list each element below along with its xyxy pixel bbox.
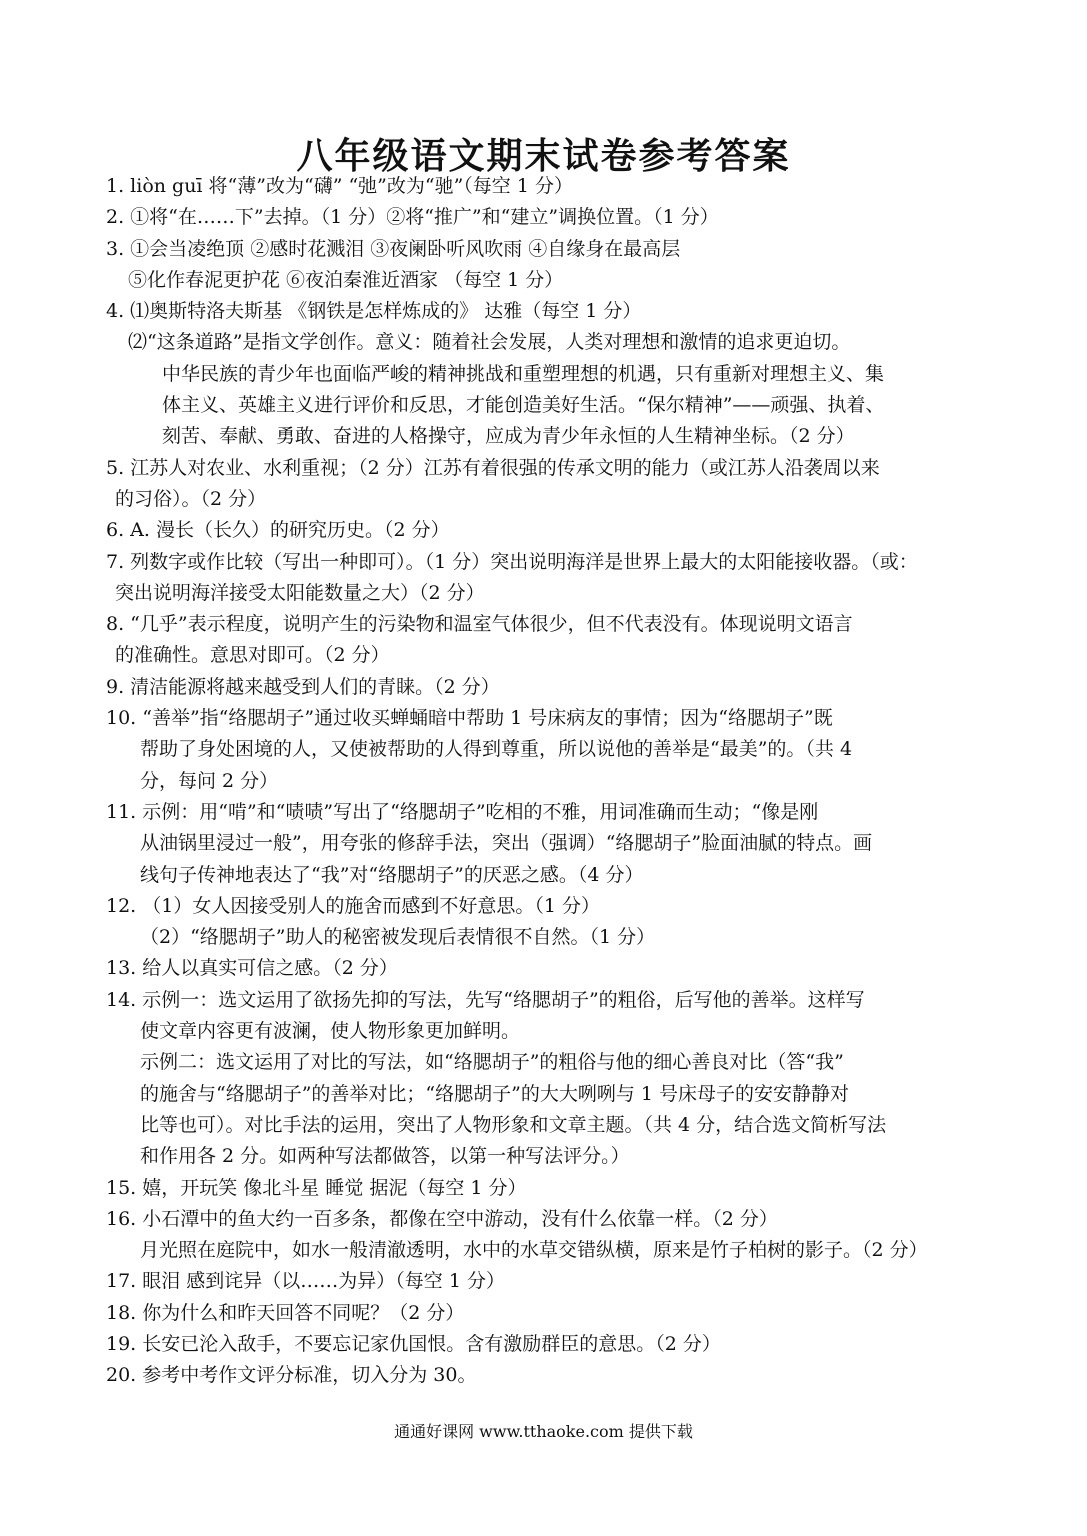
answer-line-7-cont: 突出说明海洋接受太阳能数量之大）（2 分） bbox=[115, 581, 485, 604]
download-footer: 通通好课网 www.tthaoke.com 提供下载 bbox=[394, 1422, 693, 1441]
answer-line-15: 15. 嬉，开玩笑 像北斗星 睡觉 据泥（每空 1 分） bbox=[106, 1176, 527, 1199]
answer-list bbox=[106, 171, 991, 1392]
answer-line-7: 7. 列数字或作比较（写出一种即可）。（1 分）突出说明海洋是世界上最大的太阳能接收器。（或： bbox=[106, 550, 918, 573]
answer-line-10-cont: 帮助了身处困境的人，又使被帮助的人得到尊重，所以说他的善举是“最美”的。（共 4 bbox=[140, 738, 853, 761]
answer-line-12-2: （2）“络腮胡子”助人的秘密被发现后表情很不自然。（1 分） bbox=[140, 926, 656, 949]
answer-line-8: 8. “几乎”表示程度，说明产生的污染物和温室气体很少，但不代表没有。体现说明文语言 bbox=[106, 613, 853, 636]
answer-line-14-cont: 使文章内容更有波澜，使人物形象更加鲜明。 bbox=[140, 1020, 521, 1043]
answer-line-8-cont: 的准确性。意思对即可。（2 分） bbox=[115, 644, 390, 667]
answer-line-17: 17. 眼泪 感到诧异（以……为异）（每空 1 分） bbox=[106, 1270, 505, 1293]
answer-line-20: 20. 参考中考作文评分标准，切入分为 30。 bbox=[106, 1364, 477, 1387]
answer-line-5: 5. 江苏人对农业、水利重视；（2 分）江苏有着很强的传承文明的能力（或江苏人沿袭周以来 bbox=[106, 456, 880, 479]
answer-line-16-cont: 月光照在庭院中，如水一般清澈透明，水中的水草交错纵横，原来是竹子柏树的影子。（2 分） bbox=[140, 1239, 928, 1262]
answer-line-13: 13. 给人以真实可信之感。（2 分） bbox=[106, 957, 398, 980]
answer-line-4-2-cont: 体主义、英雄主义进行评价和反思，才能创造美好生活。“保尔精神”——顽强、执着、 bbox=[162, 394, 885, 417]
answer-line-2: 2. ①将“在……下”去掉。（1 分）②将“推广”和“建立”调换位置。（1 分） bbox=[106, 206, 719, 229]
answer-line-4-2-cont: 刻苦、奉献、勇敢、奋进的人格操守，应成为青少年永恒的人生精神坐标。（2 分） bbox=[162, 425, 855, 448]
answer-line-3: 3. ①会当凌绝顶 ②感时花溅泪 ③夜阑卧听风吹雨 ④自缘身在最高层 bbox=[106, 237, 681, 260]
answer-line-11: 11. 示例：用“啃”和“啧啧”写出了“络腮胡子”吃相的不雅，用词准确而生动；“像是刚 bbox=[106, 800, 819, 823]
answer-line-1: 1. liòn guī 将“薄”改为“礴” “弛”改为“驰”（每空 1 分） bbox=[106, 175, 573, 197]
answer-line-19: 19. 长安已沦入敌手，不要忘记家仇国恨。含有激励群臣的意思。（2 分） bbox=[106, 1332, 721, 1355]
answer-line-14-cont: 比等也可）。对比手法的运用，突出了人物形象和文章主题。（共 4 分，结合选文简析写法 bbox=[140, 1113, 887, 1136]
answer-line-3-cont: ⑤化作春泥更护花 ⑥夜泊秦淮近酒家 （每空 1 分） bbox=[128, 268, 564, 291]
answer-line-12: 12. （1）女人因接受别人的施舍而感到不好意思。（1 分） bbox=[106, 894, 600, 917]
answer-line-5-cont: 的习俗）。（2 分） bbox=[115, 487, 267, 510]
answer-line-10-cont: 分，每问 2 分） bbox=[140, 769, 279, 792]
answer-line-16: 16. 小石潭中的鱼大约一百多条，都像在空中游动，没有什么依靠一样。（2 分） bbox=[106, 1207, 778, 1230]
answer-line-6: 6. A. 漫长（长久）的研究历史。（2 分） bbox=[106, 519, 450, 542]
answer-line-14-cont: 的施舍与“络腮胡子”的善举对比；“络腮胡子”的大大咧咧与 1 号床母子的安安静静对 bbox=[140, 1082, 850, 1105]
answer-line-9: 9. 清洁能源将越来越受到人们的青睐。（2 分） bbox=[106, 675, 500, 698]
answer-line-4-2-cont: 中华民族的青少年也面临严峻的精神挑战和重塑理想的机遇，只有重新对理想主义、集 bbox=[162, 362, 885, 385]
answer-line-18: 18. 你为什么和昨天回答不同呢？（2 分） bbox=[106, 1301, 465, 1324]
page-title: 八年级语文期末试卷参考答案 bbox=[296, 135, 791, 177]
answer-line-14-cont: 和作用各 2 分。如两种写法都做答，以第一种写法评分。） bbox=[140, 1145, 630, 1168]
answer-line-4-2: ⑵“这条道路”是指文学创作。意义：随着社会发展，人类对理想和激情的追求更迫切。 bbox=[128, 331, 851, 354]
answer-line-14-example-2: 示例二：选文运用了对比的写法，如“络腮胡子”的粗俗与他的细心善良对比（答“我” bbox=[140, 1051, 844, 1074]
answer-line-11-cont: 从油锅里浸过一般”，用夸张的修辞手法，突出（强调）“络腮胡子”脸面油腻的特点。画 bbox=[140, 832, 873, 855]
answer-line-10: 10. “善举”指“络腮胡子”通过收买蝉蛹暗中帮助 1 号床病友的事情；因为“络腮胡子”既 bbox=[106, 707, 833, 730]
answer-line-4: 4. ⑴奥斯特洛夫斯基 《钢铁是怎样炼成的》 达雅（每空 1 分） bbox=[106, 300, 642, 323]
answer-line-14: 14. 示例一：选文运用了欲扬先抑的写法，先写“络腮胡子”的粗俗，后写他的善举。这样写 bbox=[106, 988, 865, 1011]
answer-line-11-cont: 线句子传神地表达了“我”对“络腮胡子”的厌恶之感。（4 分） bbox=[140, 863, 644, 886]
